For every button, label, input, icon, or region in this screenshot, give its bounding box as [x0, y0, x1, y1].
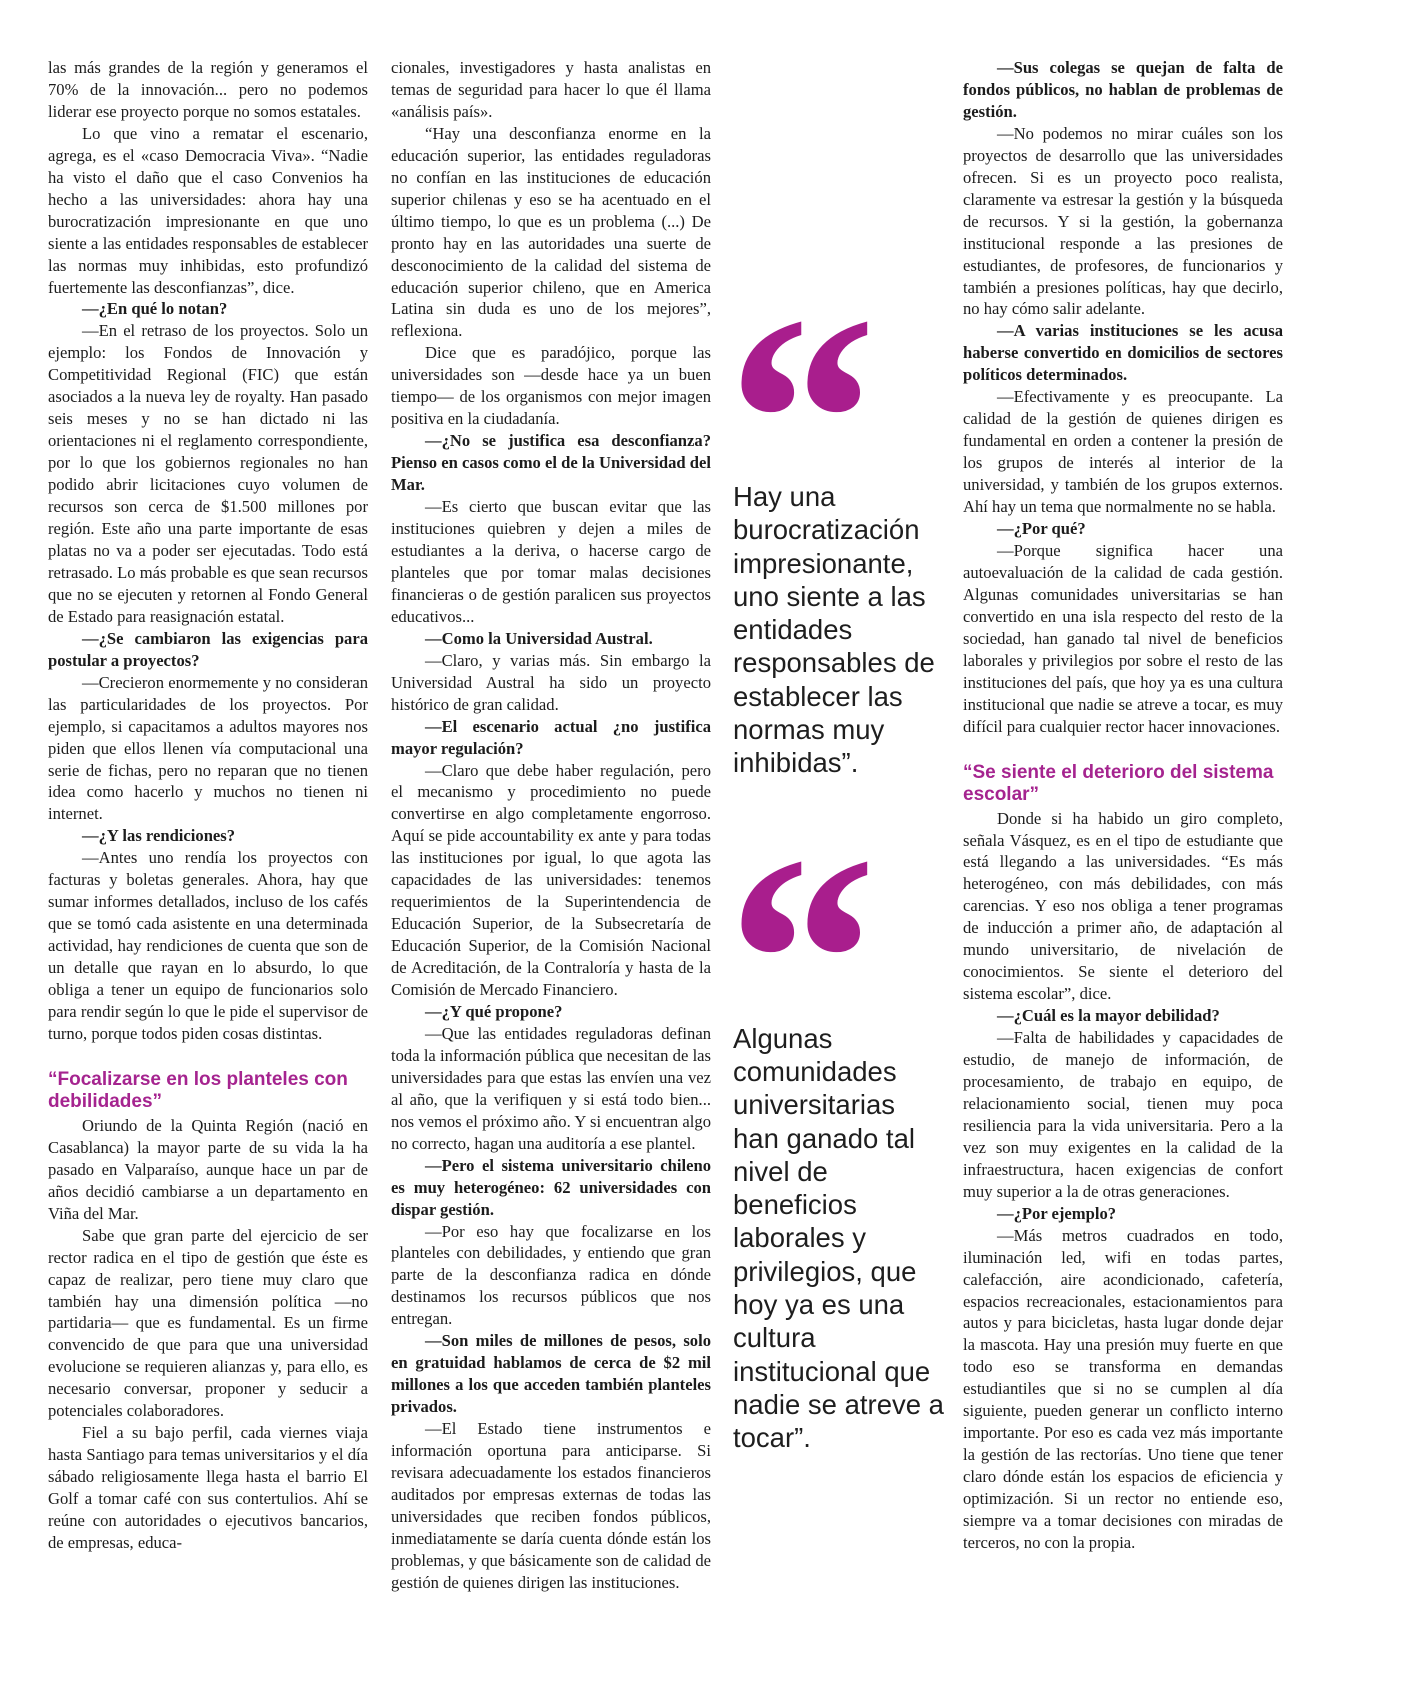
paragraph: —Antes uno rendía los proyectos con facturas y boletas generales. Ahora, hay que sumar informes detallados, incluso de los cafés que se tomó cada asistente en una determinada actividad, hay rendiciones de cuenta que son de un detalle que rayan en lo absurdo, lo que obliga a tener un equipo de funcionarios solo para rendir según lo que le pide el supervisor de turno, porque todos piden cosas distintas. — [48, 848, 368, 1043]
paragraph: —No podemos no mirar cuáles son los proyectos de desarrollo que las universidades ofrecen. Si es un proyecto poco realista, claramente va estresar la gestión y la búsqueda de recursos. Y si la gestión, la gobernanza institucional responde a las presiones de estudiantes, de profesores, de funcionarios y también a presiones políticas, hay que decirlo, no hay cómo salir adelante. — [963, 123, 1283, 319]
paragraph: Lo que vino a rematar el escenario, agrega, es el «caso Democracia Viva». “Nadie ha visto el daño que el caso Convenios ha hecho a las universidades: ahora hay una burocratización impresionante en que uno siente a las entidades responsables de establecer las normas muy inhibidas, esto profundizó fuertemente las desconfianzas”, dice. — [48, 123, 368, 297]
pull-quote: Algunas comunidades universitarias han ganado tal nivel de beneficios laborales y privilegios, que hoy ya es una cultura institucional que nadie se atreve a tocar”. — [733, 1022, 944, 1454]
paragraph: —Que las entidades reguladoras definan toda la información pública que necesitan de las universidades para que estas las envíen una vez al año, que la verifiquen y si está todo bien... nos vemos el próximo año. Y si encuentran algo no correcto, hagan una auditoría a ese plantel. — [391, 1023, 711, 1153]
interview-question: —¿Se cambiaron las exigencias para postular a proyectos? — [48, 628, 368, 670]
interview-question: —¿En qué lo notan? — [82, 299, 228, 319]
article-column-2 — [391, 57, 711, 1594]
paragraph: —Claro, y varias más. Sin embargo la Universidad Austral ha sido un proyecto histórico de gran calidad. — [391, 650, 711, 714]
paragraph: “Hay una desconfianza enorme en la educación superior, las entidades reguladoras no confían en las instituciones de educación superior chilenas y eso se ha acentuado en el último tiempo, lo que es un problema (...) De pronto hay en las autoridades una suerte de desconocimiento de la calidad del sistema de educación superior chileno, que en America Latina sin duda es uno de los mejores”, reflexiona. — [391, 123, 711, 341]
section-heading: “Se siente el deterioro del sistema escolar” — [963, 761, 1274, 805]
quote-mark-icon — [727, 860, 948, 1010]
paragraph: las más grandes de la región y generamos el 70% de la innovación... pero no podemos liderar ese proyecto porque no somos estatales. — [48, 58, 368, 121]
paragraph: —Crecieron enormemente y no consideran las particularidades de los proyectos. Por ejemplo, si capacitamos a adultos mayores nos piden que ellos llenen vía computacional una serie de fichas, pero no reparan que no tienen idea como hacerlo y muchos no tienen ni internet. — [48, 672, 368, 824]
interview-question: —El escenario actual ¿no justifica mayor regulación? — [391, 716, 711, 758]
interview-question: —A varias instituciones se les acusa haberse convertido en domicilios de sectores políticos determinados. — [963, 321, 1283, 385]
paragraph: —En el retraso de los proyectos. Solo un ejemplo: los Fondos de Innovación y Competitividad Regional (FIC) que están asociados a la nueva ley de royalty. Han pasado seis meses y no se han dictado ni las orientaciones ni el reglamento correspondiente, por lo que los gobiernos regionales no han podido abrir licitaciones cuyo volumen de recursos son cerca de $1.500 millones por región. Este año una parte importante de esas platas no va a poder ser ejecutadas. Todo está retrasado. Lo más probable es que sean recursos que no se ejecuten y retornen al Fondo General de Estado para reasignación estatal. — [48, 321, 368, 626]
interview-question: —¿Por ejemplo? — [997, 1203, 1117, 1223]
paragraph: Donde si ha habido un giro completo, señala Vásquez, es en el tipo de estudiante que está llegando a las universidades. “Es más heterogéneo, con más debilidades, con más carencias. Y eso nos obliga a tener programas de inducción a primer año, de adaptación al mundo universitario, de nivelación de conocimientos. Se siente el deterioro del sistema escolar”, dice. — [963, 808, 1283, 1004]
interview-question: —¿Por qué? — [997, 519, 1086, 539]
interview-question: —¿Y las rendiciones? — [82, 826, 236, 846]
interview-question: —Son miles de millones de pesos, solo en gratuidad hablamos de cerca de $2 mil millones a los que acceden también planteles privados. — [391, 1331, 711, 1417]
paragraph: cionales, investigadores y hasta analistas en temas de seguridad para hacer lo que él llama «análisis país». — [391, 58, 711, 121]
pull-quote-column — [733, 320, 948, 1455]
paragraph: Oriundo de la Quinta Región (nació en Casablanca) la mayor parte de su vida la ha pasado en Valparaíso, aunque hace un par de años decidió cambiarse a un departamento en Viña del Mar. — [48, 1115, 368, 1223]
paragraph: Dice que es paradójico, porque las universidades son —desde hace ya un buen tiempo— de los organismos con mejor imagen positiva en la ciudadanía. — [391, 343, 711, 429]
paragraph: —El Estado tiene instrumentos e información oportuna para anticiparse. Si revisara adecuadamente los estados financieros auditados por empresas externas de todas las universidades que reciben fondos públicos, inmediatamente se daría cuenta dónde están los problemas, y que básicamente son de calidad de gestión de quienes dirigen las instituciones. — [391, 1419, 711, 1592]
paragraph: —Es cierto que buscan evitar que las instituciones quiebren y dejen a miles de estudiantes a la deriva, o hacerse cargo de planteles que por tomar malas decisiones financieras o de gestión paralicen sus proyectos educativos... — [391, 497, 711, 626]
article-column-4 — [963, 57, 1283, 1554]
paragraph: —Efectivamente y es preocupante. La calidad de la gestión de quienes dirigen es fundamental en orden a contener la presión de los grupos de interés al interior de la universidad, y también de los grupos externos. Ahí hay un tema que normalmente no se habla. — [963, 387, 1283, 517]
paragraph: —Más metros cuadrados en todo, iluminación led, wifi en todas partes, calefacción, aire acondicionado, cafetería, espacios recreacionales, estacionamientos para autos y para bicicletas, hasta lugar donde dejar la mascota. Hay una presión muy fuerte en que todo eso se transforma en demandas estudiantiles que si no se cumplen al día siguiente, pueden generar un conflicto interno importante. Por eso es cada vez más importante la gestión de las rectorías. Uno tiene que tener claro dónde están los espacios de eficiencia y optimización. Si un rector no entiende eso, siempre va a tomar decisiones con miradas de terceros, no con la propia. — [963, 1225, 1283, 1552]
interview-question: —¿No se justifica esa desconfianza? Pienso en casos como el de la Universidad del Mar. — [391, 431, 711, 495]
pull-quote: Hay una burocratización impresionante, uno siente a las entidades responsables de establecer las normas muy inhibidas”. — [733, 481, 935, 779]
interview-question: —Como la Universidad Austral. — [425, 628, 653, 648]
interview-question: —¿Cuál es la mayor debilidad? — [997, 1006, 1220, 1026]
article-column-1 — [48, 57, 368, 1554]
paragraph: —Claro que debe haber regulación, pero el mecanismo y procedimiento no puede convertirse en algo completamente engorroso. Aquí se pide accountability ex ante y para todas las instituciones por igual, lo que agota las capacidades de las universidades: tenemos requerimientos de la Superintendencia de Educación Superior, de la Subsecretaría de Educación Superior, de la Comisión Nacional de Acreditación, de la Contraloría y hasta de la Comisión de Mercado Financiero. — [391, 760, 711, 1000]
interview-question: —Pero el sistema universitario chileno es muy heterogéneo: 62 universidades con dispar gestión. — [391, 1155, 711, 1219]
quote-mark-icon — [727, 320, 948, 470]
paragraph: —Porque significa hacer una autoevaluación de la calidad de cada gestión. Algunas comunidades universitarias se han convertido en una isla respecto del resto de la sociedad, han ganado tal nivel de beneficios laborales y privilegios por sobre el resto de las instituciones del país, que hoy ya es una cultura institucional que nadie se atreve a tocar, es muy difícil para cualquier rector hacer innovaciones. — [963, 540, 1283, 736]
paragraph: Fiel a su bajo perfil, cada viernes viaja hasta Santiago para temas universitarios y el día sábado religiosamente llega hasta el barrio El Golf a tomar café con sus contertulios. Ahí se reúne con autoridades o ejecutivos bancarios, de empresas, educa- — [48, 1423, 368, 1552]
interview-question: —¿Y qué propone? — [425, 1001, 563, 1021]
paragraph: Sabe que gran parte del ejercicio de ser rector radica en el tipo de gestión que éste es capaz de realizar, pero tiene muy claro que también hay una dimensión política —no partidaria— que es fundamental. Es un firme convencido de que para que una universidad evolucione se requieren alianzas y, para ello, es necesario conversar, proponer y seducir a potenciales colaboradores. — [48, 1225, 368, 1421]
paragraph: —Falta de habilidades y capacidades de estudio, de manejo de información, de procesamiento, de trabajo en equipo, de relacionamiento social, tienen muy poca resiliencia para la vida universitaria. Pero a la vez son muy exigentes en la calidad de la infraestructura, hacen exigencias de confort muy superior a la de otras generaciones. — [963, 1028, 1283, 1201]
section-heading: “Focalizarse en los planteles con debilidades” — [48, 1068, 348, 1112]
interview-question: —Sus colegas se quejan de falta de fondos públicos, no hablan de problemas de gestión. — [963, 58, 1283, 121]
paragraph: —Por eso hay que focalizarse en los planteles con debilidades, y entiendo que gran parte de la desconfianza radica en dónde destinamos los recursos públicos que nos entregan. — [391, 1221, 711, 1329]
